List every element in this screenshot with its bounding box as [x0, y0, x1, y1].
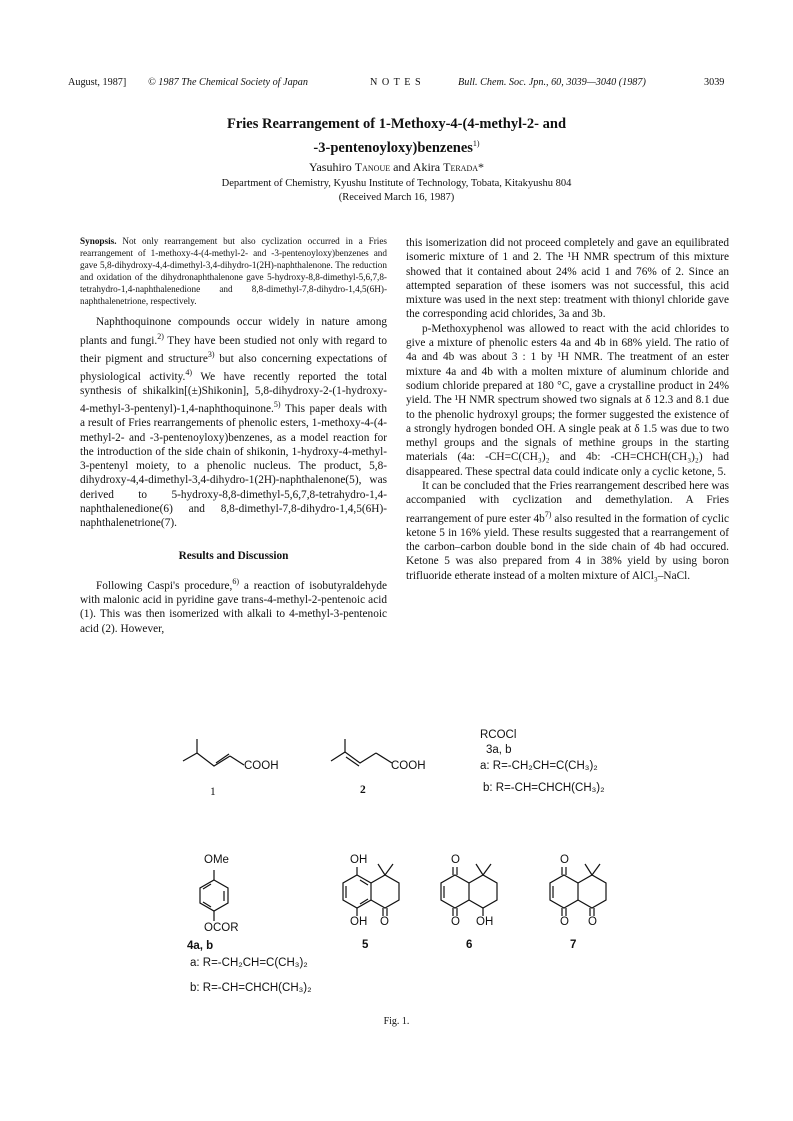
compound-5-ketone: O [380, 916, 389, 928]
figure-caption: Fig. 1. [383, 1016, 410, 1027]
corresponding-mark: * [478, 160, 484, 174]
section-heading: Results and Discussion [178, 549, 289, 562]
author-1-family: Tanoue [354, 160, 391, 174]
intro-text-c: but also concerning expectations of physiological activity. [80, 352, 387, 383]
compound-2-number: 2 [360, 784, 366, 796]
paragraph-conclusion [406, 479, 729, 583]
synopsis-label: Synopsis. [80, 236, 117, 246]
synopsis [80, 236, 387, 307]
ref-6: 6) [232, 576, 239, 586]
compound-6-o-bottom: O [451, 916, 460, 928]
author-2-family: Terada [443, 160, 478, 174]
article-title [0, 115, 793, 158]
affiliation-department: Department of Chemistry, Kyushu Institute of Technology, Tobata, Kitakyushu 804 [221, 178, 572, 189]
compound-6-number: 6 [466, 939, 473, 951]
paragraph-intro [80, 315, 387, 530]
received-date: (Received March 16, 1987) [338, 192, 455, 203]
compound-5-number: 5 [362, 939, 369, 951]
intro-text-a: Naphthoquinone compounds occur widely in nature among plants and fungi. [80, 316, 387, 347]
intro-text-d: We have recently reported the total synthesis of shikalkin[(±)Shikonin], 5,8-dihydroxy-2-(1-hydroxy-4-methyl-3-pentenyl)-1,4-naphthoquinone. [80, 370, 387, 415]
figure-1 [0, 730, 793, 1030]
right-column [406, 236, 729, 583]
compound-7-o-top: O [560, 854, 569, 866]
author-and: and [393, 160, 411, 174]
ref-7: 7) [544, 509, 552, 519]
compound-5-structure [343, 864, 399, 916]
paragraph-isomerization: this isomerization did not proceed completely and gave an equilibrated isomeric mixture of 1 and 2. The ¹H NMR spectrum of this mixture showed that it contained about 24% acid 1 and 76% of 2. Since an attempted separation of these isomers was not successful, this acid mixture was used in the next step: treatment with thionyl chloride gave the corresponding acid chlorides, 3a and 3b. [406, 237, 729, 321]
compound-6-o-top: O [451, 854, 460, 866]
compound-6-structure [441, 864, 497, 916]
compound-4-methoxy: OMe [204, 854, 229, 866]
compound-4-number: 4a, b [187, 940, 214, 952]
compound-7-o-bottom: O [560, 916, 569, 928]
compound-2-structure [331, 739, 392, 766]
compound-3-number: 3a, b [486, 744, 512, 756]
compound-4-variant-b: b: R=-CH=CHCH(CH₃)₂ [190, 982, 312, 994]
author-1-given: Yasuhiro [308, 160, 352, 174]
compound-2-group: COOH [391, 760, 426, 772]
compound-5-oh-bottom: OH [350, 916, 368, 928]
results-text-b: a reaction of isobutyraldehyde with malonic acid in pyridine gave trans-4-methyl-2-pentenoic acid (1). This was then isomerized with alkali to 4-methyl-3-pentenoic acid (2). However, [80, 579, 388, 635]
ref-4: 4) [185, 367, 193, 377]
paragraph-esters: p-Methoxyphenol was allowed to react with the acid chlorides to give a mixture of phenolic esters 4a and 4b in 68% yield. The ratio of 4a and 4b was about 3 : 1 by ¹H NMR. The treatment of an ester mixture 4a and 4b with a molten mixture of aluminum chloride and sodium chloride prepared at 180 °C, gave a crystalline product in 24% yield. The ¹H NMR spectrum showed two signals at δ 12.3 and 8.1 due to the phenolic hydroxyl groups; the former suggested the existence of a strongly hydrogen bonded OH. A single peak at δ 1.5 was due to two methyl groups and the signals of methine groups in the starting materials (4a: -CH=C(CH₃)₂ and 4b: -CH=CHCH(CH₃)₂) had disappeared. These spectral data could indicate only a cyclic ketone, 5. [406, 322, 729, 478]
compound-3-variant-b: b: R=-CH=CHCH(CH₃)₂ [483, 782, 605, 794]
compound-4-structure [200, 870, 228, 921]
synopsis-text: Not only rearrangement but also cyclization occurred in a Fries rearrangement of 1-methoxy-4-(4-methyl-2- and -3-pentenoyloxy)benzenes and gave 5,8-dihydroxy-4,4-dimethyl-3,4-dihydro-1(2H)-naphthalenone. The reduction and oxidation of the dihydronaphthalenone gave 5-hydroxy-8,8-dimethyl-5,6,7,8-tetrahydro-1,4-naphthalenedione and 8,8-dimethyl-7,8-dihydro-1,4,5(6H)-naphthalenetrione, respectively. [80, 236, 387, 306]
compound-1-structure [183, 739, 244, 766]
ref-5: 5) [273, 400, 281, 410]
compound-1-group: COOH [244, 760, 279, 772]
compound-6-hydroxyl: OH [476, 916, 494, 928]
left-column [80, 236, 387, 636]
compound-3-variant-a: a: R=-CH₂CH=C(CH₃)₂ [480, 760, 598, 772]
header-date: August, 1987] [68, 77, 127, 88]
compound-5-oh-top: OH [350, 854, 368, 866]
structure-drawings [0, 730, 793, 1030]
title-line-2: -3-pentenoyloxy)benzenes [313, 139, 473, 156]
paragraph-results [80, 575, 387, 636]
title-footnote-ref: 1) [472, 139, 480, 148]
compound-1-number: 1 [210, 786, 216, 798]
title-line-1: Fries Rearrangement of 1-Methoxy-4-(4-methyl-2- and [226, 116, 567, 132]
affiliation [0, 177, 793, 205]
header-section: N O T E S [370, 77, 422, 88]
compound-7-structure [550, 864, 606, 916]
compound-7-number: 7 [570, 939, 577, 951]
header-page-number: 3039 [704, 77, 725, 88]
compound-3-formula: RCOCl [480, 729, 517, 741]
conclusion-text-a: It can be concluded that the Fries rearrangement described here was accompanied with cyclization and demethylation. A Fries rearrangement of pure ester 4b [406, 480, 729, 525]
results-text-a: Following Caspi's procedure, [96, 579, 233, 592]
author-list [0, 160, 793, 175]
compound-4-ester: OCOR [204, 922, 239, 934]
compound-7-ketone: O [588, 916, 597, 928]
ref-3: 3) [207, 349, 215, 359]
author-2-given: Akira [412, 160, 441, 174]
intro-text-b: They have been studied not only with regard to their pigment and structure [80, 334, 387, 365]
compound-4-variant-a: a: R=-CH₂CH=C(CH₃)₂ [190, 957, 308, 969]
header-copyright: © 1987 The Chemical Society of Japan [148, 77, 308, 88]
intro-text-e: This paper deals with a result of Fries rearrangements of phenolic esters, 1-methoxy-4-(4-methyl-2- and -3-pentenoyloxy)benzenes, as a model reaction for the introduction of the side chain of shikonin, 1-hydroxy-4-methyl-3-pentenyl moiety, to a phenolic nucleus. The product, 5,8-dihydroxy-4,4-dimethyl-3,4-dihydro-1(2H)-naphthalenone(5), was derived to 5-hydroxy-8,8-dimethyl-5,6,7,8-tetrahydro-1,4-naphthalenedione(6) and 8,8-dimethyl-7,8-dihydro-1,4,5(6H)-naphthalenetrione(7). [80, 402, 387, 530]
header-journal: Bull. Chem. Soc. Jpn., 60, 3039—3040 (1987) [458, 77, 646, 88]
conclusion-text-b: also resulted in the formation of cyclic ketone 5 in 16% yield. These results suggested that a rearrangement of the carbon–carbon double bond in the side chain of 4b had occured. Ketone 5 was also prepared from 4 in 38% yield by using boron trifluoride etherate instead of a molten mixture of AlCl₃–NaCl. [406, 512, 729, 582]
ref-2: 2) [157, 331, 164, 341]
